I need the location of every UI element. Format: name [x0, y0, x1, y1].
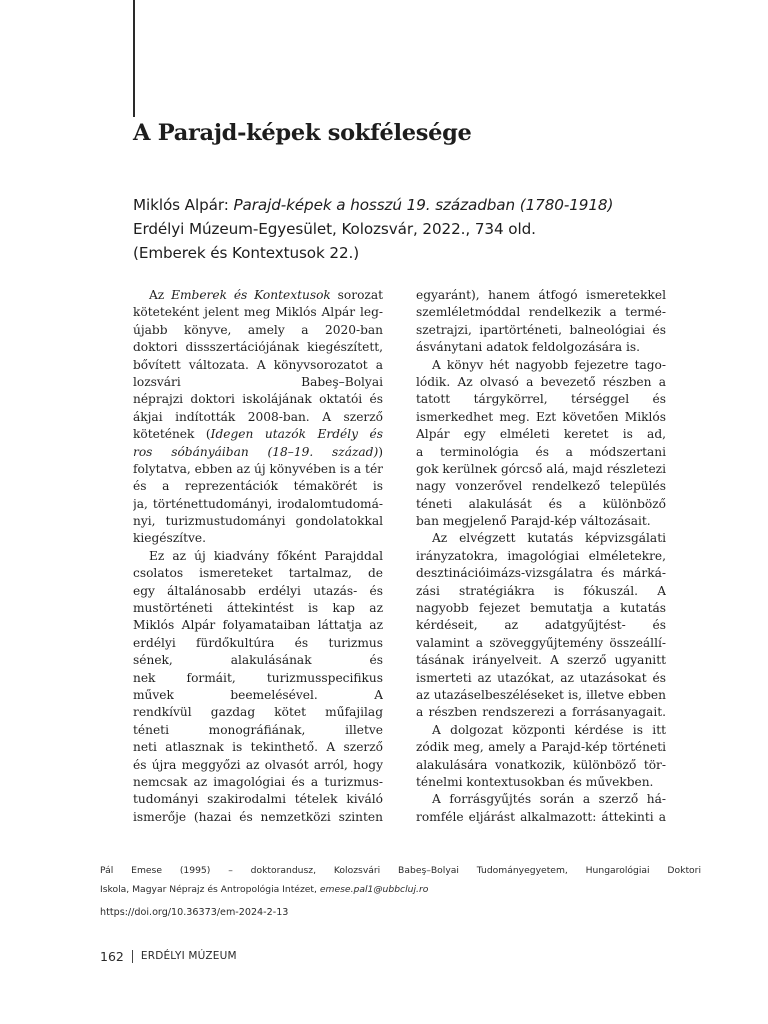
text-segment: lozsvári Babeş–Bolyai [133, 374, 383, 389]
author-email[interactable]: emese.pal1@ubbcluj.ro [319, 883, 429, 895]
text-line [133, 739, 383, 756]
journal-name: ERDÉLYI MÚZEUM [140, 950, 237, 962]
text-segment: sorozat [337, 288, 383, 302]
text-line [416, 304, 666, 321]
text-segment: köteteként jelent meg Miklós Alpár leg- [133, 305, 383, 320]
text-line [133, 339, 383, 356]
text-segment: neti atlasznak is tekinthető. A szerző [133, 740, 383, 755]
book-series: (Emberek és Kontextusok 22.) [133, 244, 360, 262]
text-line [416, 583, 666, 600]
right-text-column [416, 287, 666, 826]
text-line [416, 757, 666, 774]
text-segment: Ez az új kiadvány főként Parajddal [149, 548, 383, 563]
text-segment: néprajzi doktori iskolájának oktatói és [133, 392, 383, 407]
text-segment: a részben rendszerezi a forrásanyagait. [416, 705, 666, 720]
book-reference-line-1 [133, 193, 613, 217]
text-segment: valamint a szöveggyűjtemény összeállí- [416, 635, 666, 650]
italic-title: ros sóbányáiban (18–19. század) [133, 444, 379, 459]
text-segment: A könyv hét nagyobb fejezetre tago- [432, 357, 666, 372]
text-line [416, 722, 666, 739]
text-segment: nek formáit, turizmusspecifikus [133, 670, 383, 685]
text-segment: desztinációimázs-vizsgálatra és márká- [416, 566, 666, 581]
text-segment: tatott tárgykörrel, térséggel és [416, 392, 666, 407]
text-segment: csolatos ismereteket tartalmaz, de [133, 566, 383, 581]
text-line [133, 722, 383, 739]
text-segment: egy általánosabb erdélyi utazás- és [133, 583, 383, 598]
text-segment: és újra meggyőzi az olvasót arról, hogy [133, 757, 383, 772]
text-segment: mustörténeti áttekintést is kap az [133, 601, 383, 616]
text-line [133, 809, 383, 826]
text-line [416, 809, 666, 826]
text-segment: téneti alakulását és a különböző [416, 496, 666, 511]
text-line [416, 391, 666, 408]
text-line [133, 791, 383, 808]
text-segment: Miklós Alpár folyamataiban láttatja az [133, 618, 383, 633]
text-line [133, 461, 383, 478]
text-line [416, 687, 666, 704]
text-line [416, 357, 666, 374]
text-line [133, 548, 383, 565]
italic-title: Idegen utazók Erdély és [210, 427, 383, 442]
text-segment: romféle eljárást alkalmazott: áttekinti a [416, 809, 666, 824]
text-line [133, 565, 383, 582]
text-segment: Az [149, 288, 172, 302]
text-line [416, 565, 666, 582]
article-title: A Parajd-képek sokfélesége [133, 120, 472, 146]
text-line [416, 739, 666, 756]
text-segment: a terminológia és a módszertani [416, 444, 666, 459]
text-segment: ásványtani adatok feldolgozására is. [416, 340, 641, 355]
text-segment: ismerteti az utazókat, az utazásokat és [416, 670, 666, 685]
text-line [133, 513, 383, 530]
text-line [416, 478, 666, 495]
text-segment: tudományi szakirodalmi tételek kiváló [133, 792, 383, 807]
text-line [133, 617, 383, 634]
text-line [133, 600, 383, 617]
text-segment: alakulására vonatkozik, különböző tör- [416, 757, 666, 772]
text-segment: nagy vonzerővel rendelkező település [416, 479, 666, 494]
text-segment: nemcsak az imagológiai és a turizmus- [133, 774, 383, 789]
text-segment: Az elvégzett kutatás képvizsgálati [432, 531, 666, 546]
text-line [416, 670, 666, 687]
text-line [416, 426, 666, 443]
text-line [133, 583, 383, 600]
author-footnote [100, 862, 701, 899]
text-line [133, 670, 383, 687]
text-line [416, 339, 666, 356]
text-line [416, 513, 666, 530]
text-segment: folytatva, ebben az új könyvében is a tér [133, 461, 383, 476]
text-line [416, 530, 666, 547]
text-line [133, 478, 383, 495]
text-segment: szetrajzi, ipartörténeti, balneológiai és [416, 322, 666, 337]
text-line [416, 774, 666, 791]
text-line [133, 652, 383, 669]
text-line [416, 444, 666, 461]
text-line [133, 391, 383, 408]
text-line [133, 757, 383, 774]
text-segment: irányzatokra, imagológiai elméletekre, [416, 548, 666, 563]
text-line [133, 287, 383, 304]
text-segment: egyaránt), hanem átfogó ismeretekkel [416, 288, 666, 302]
text-segment: Alpár egy elméleti keretet is ad, [416, 427, 666, 442]
text-segment: rendkívül gazdag kötet műfajilag [133, 705, 383, 720]
text-segment: tásának irányelveit. A szerző ugyanitt [416, 653, 666, 668]
text-line [416, 548, 666, 565]
text-segment: ismerkedhet meg. Ezt követően Miklós [416, 409, 666, 424]
text-segment: sének, alakulásának és [133, 653, 383, 668]
text-segment: szemléletmóddal rendelkezik a termé- [416, 305, 666, 320]
text-line [416, 322, 666, 339]
text-line [133, 304, 383, 321]
text-segment: nagyobb fejezet bemutatja a kutatás [416, 601, 666, 616]
footnote-line-1: Pál Emese (1995) – doktorandusz, Kolozsvári Babeş–Bolyai Tudományegyetem, Hungarológiai Doktori [100, 865, 701, 876]
page-footer [100, 948, 237, 964]
text-line [416, 652, 666, 669]
text-segment: A dolgozat központi kérdése is itt [432, 722, 666, 737]
book-reference [133, 193, 613, 265]
text-segment: téneti monográfiának, illetve [133, 722, 383, 737]
text-line [416, 600, 666, 617]
text-line [416, 704, 666, 721]
book-author: Miklós Alpár: [133, 196, 234, 214]
text-segment: zási stratégiákra is fókuszál. A [416, 583, 666, 598]
footnote-line-2 [100, 881, 701, 900]
footnote-affiliation: Iskola, Magyar Néprajz és Antropológia Intézet, [100, 883, 320, 895]
text-line [416, 287, 666, 304]
text-segment: ismerője (hazai és nemzetközi szinten [133, 809, 383, 824]
text-segment: doktori dissszertációjának kiegészített, [133, 340, 383, 355]
text-segment: erdélyi fürdőkultúra és turizmus [133, 635, 383, 650]
doi-link[interactable]: https://doi.org/10.36373/em-2024-2-13 [100, 907, 289, 918]
text-line [416, 791, 666, 808]
text-line [416, 617, 666, 634]
text-line [133, 426, 383, 443]
text-line [133, 374, 383, 391]
text-segment: nyi, turizmustudományi gondolatokkal [133, 514, 383, 529]
text-line [133, 444, 383, 461]
text-segment: lódik. Az olvasó a bevezető részben a [416, 374, 666, 389]
text-line [133, 322, 383, 339]
text-segment: ákjai indították 2008-ban. A szerző [133, 409, 383, 424]
text-segment: gok kerülnek górcső alá, majd részletezi [416, 461, 666, 476]
text-line [133, 409, 383, 426]
footer-divider [132, 950, 133, 963]
italic-title: Emberek és Kontextusok [171, 288, 331, 302]
page-number: 162 [100, 948, 124, 964]
text-segment: zódik meg, amely a Parajd-kép történeti [416, 740, 666, 755]
text-segment: bővített változata. A könyvsorozatot a [133, 357, 383, 372]
text-segment: újabb könyve, amely a 2020-ban [133, 322, 383, 337]
text-segment: kérdéseit, az adatgyűjtést- és [416, 618, 666, 633]
text-line [133, 496, 383, 513]
header-vertical-rule [133, 0, 135, 117]
text-segment: ban megjelenő Parajd-kép változásait. [416, 514, 651, 529]
text-line [416, 461, 666, 478]
text-line [133, 530, 383, 547]
text-line [416, 409, 666, 426]
left-text-column [133, 287, 383, 826]
text-segment: kiegészítve. [133, 531, 206, 546]
text-line [133, 357, 383, 374]
book-title: Parajd-képek a hosszú 19. században (1780-1918) [233, 196, 614, 214]
text-segment: ) [378, 444, 383, 459]
text-line [133, 635, 383, 652]
text-segment: A forrásgyűjtés során a szerző há- [432, 792, 666, 807]
text-line [416, 374, 666, 391]
text-segment: ténelmi kontextusokban és művekben. [416, 774, 654, 789]
text-segment: kötetének ( [133, 427, 211, 442]
text-line [133, 774, 383, 791]
text-line [133, 687, 383, 704]
text-line [133, 704, 383, 721]
text-line [416, 496, 666, 513]
text-segment: művek beemelésével. A [133, 687, 383, 702]
text-segment: és a reprezentációk témakörét is [133, 479, 383, 494]
text-line [416, 635, 666, 652]
text-segment: ja, történettudományi, irodalomtudomá- [133, 496, 383, 511]
text-segment: az utazáselbeszéléseket is, illetve ebben [416, 687, 666, 702]
book-publisher: Erdélyi Múzeum-Egyesület, Kolozsvár, 2022., 734 old. [133, 220, 536, 238]
